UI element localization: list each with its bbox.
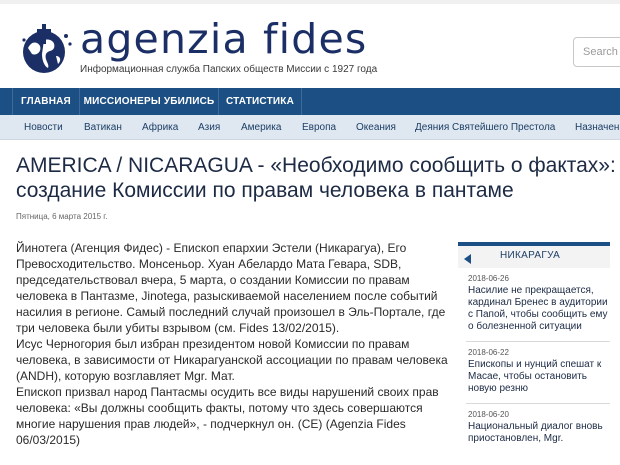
related-news-sidebar — [458, 242, 610, 445]
section-news[interactable]: Новости — [24, 122, 63, 133]
search-input[interactable]: Search — [573, 37, 620, 67]
news-link[interactable]: Епископы и нунций спешат к Масае, чтобы остановить новую резню — [468, 359, 602, 394]
article-body — [16, 240, 448, 448]
sidebar-title[interactable]: НИКАРАГУА — [500, 250, 561, 261]
article-paragraph: Епископ призвал народ Пантасмы осудить все виды нарушений своих прав человека: «Вы должны сообщить факты, потому что здесь совершаются многие нарушения прав людей», - подчеркнул он. (CE) (Agenzia Fides 06/03/2015) — [16, 385, 439, 447]
brand-tagline: Информационная служба Папских обществ Миссии с 1927 года — [80, 64, 378, 75]
news-date: 2018-06-22 — [468, 348, 509, 357]
brand-name[interactable]: agenzia fides — [80, 15, 368, 63]
section-vatican[interactable]: Ватикан — [84, 122, 122, 133]
article-paragraph: Йинотега (Агенция Фидес) - Епископ епархии Эстели (Никарагуа), Его Превосходительство. Монсеньор. Хуан Абелардо Мата Гевара, SDB, председательствовал вчера, 5 марта, о создании Комиссии по правам человека в Пантазме, Jinotega, разыскиваемой населением после событий насилия в регионе. Самый последний случай произошел в Эль-Портале, где три человека были убиты взрывом (см. Fides 13/02/2015). — [16, 241, 446, 335]
nav-missionaries-killed[interactable]: МИССИОНЕРЫ УБИЛИСЬ — [83, 96, 215, 107]
sidebar-header — [458, 242, 610, 268]
news-date: 2018-06-26 — [468, 274, 509, 283]
divider — [466, 341, 610, 342]
article-paragraph: Исус Черногория был избран президентом новой Комиссии по правам человека, в зависимости от Никарагуанской ассоциации по правам человека (ANDH), которую возглавляет Mgr. Мат. — [16, 337, 448, 383]
section-europe[interactable]: Европа — [302, 122, 337, 133]
main-nav — [0, 88, 620, 115]
section-asia[interactable]: Азия — [198, 122, 221, 133]
top-border — [0, 0, 620, 4]
fides-logo-icon[interactable] — [18, 22, 76, 76]
news-item[interactable] — [458, 410, 610, 445]
news-link[interactable]: Насилие не прекращается, кардинал Бренес в аудитории с Папой, чтобы сообщить ему о болезненной ситуации — [468, 285, 608, 332]
section-oceania[interactable]: Океания — [356, 122, 396, 133]
article-date: Пятница, 6 марта 2015 г. — [16, 212, 108, 221]
nav-home[interactable]: ГЛАВНАЯ — [21, 96, 71, 107]
section-appointments[interactable]: Назначен — [575, 122, 620, 133]
section-nav — [0, 115, 620, 140]
section-africa[interactable]: Африка — [142, 122, 179, 133]
news-item[interactable] — [458, 348, 610, 404]
article-headline: AMERICA / NICARAGUA - «Необходимо сообщить о фактах»: создание Комиссии по правам человека в пантаме — [16, 154, 616, 202]
nav-divider — [301, 88, 302, 115]
triangle-left-icon — [464, 254, 471, 264]
news-date: 2018-06-20 — [468, 410, 509, 419]
nav-statistics[interactable]: СТАТИСТИКА — [225, 96, 295, 107]
section-holy-see-acts[interactable]: Деяния Святейшего Престола — [415, 122, 556, 133]
divider — [466, 403, 610, 404]
section-america[interactable]: Америка — [241, 122, 282, 133]
news-item[interactable] — [458, 274, 610, 342]
news-link[interactable]: Национальный диалог вновь приостановлен, Mgr. — [468, 421, 603, 444]
